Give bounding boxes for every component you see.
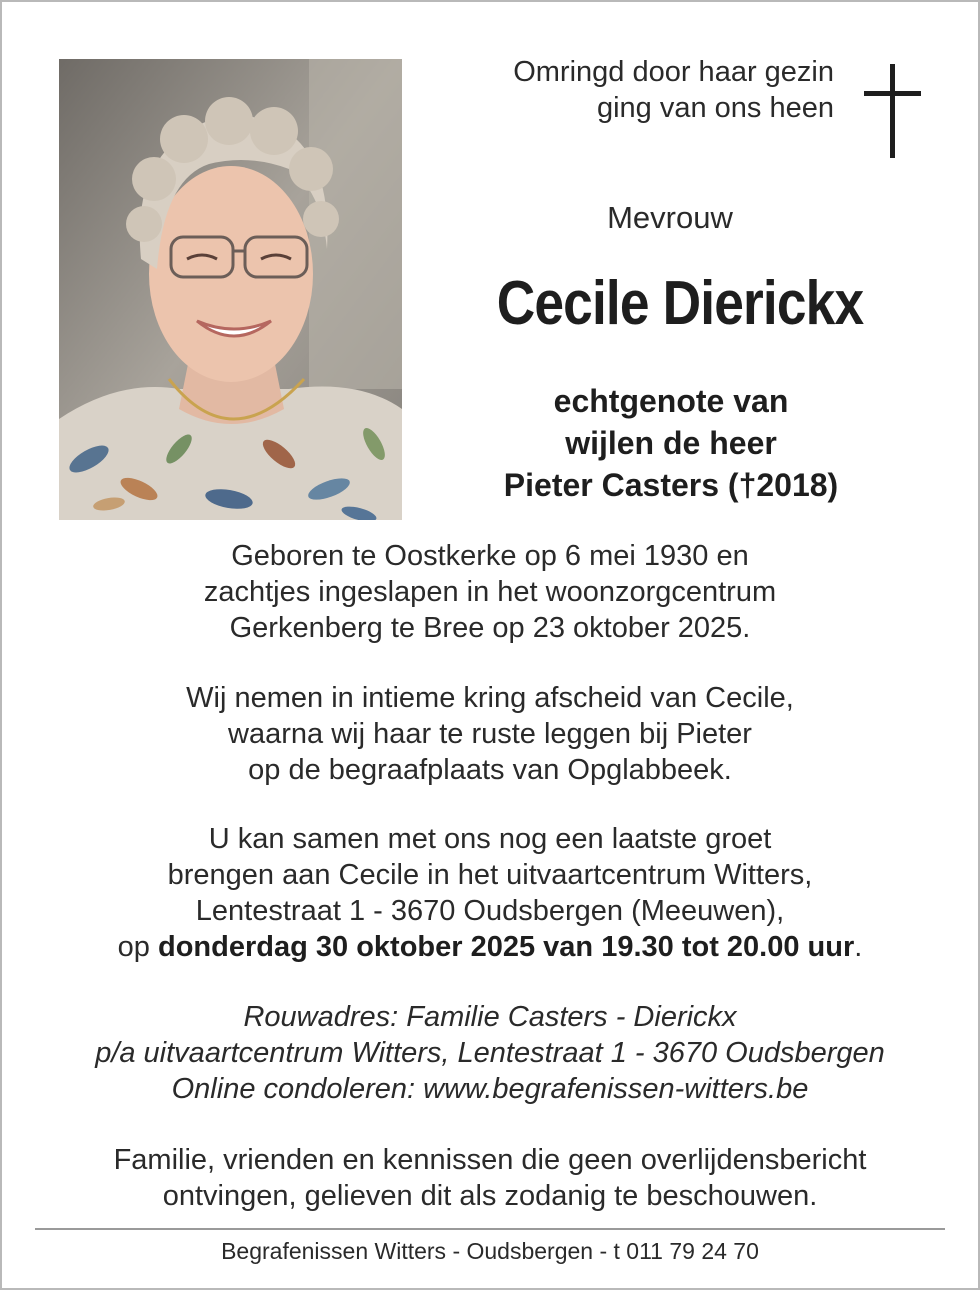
birth-line-2: zachtjes ingeslapen in het woonzorgcentrum bbox=[203, 576, 777, 608]
visitation-line-3: Lentestraat 1 - 3670 Oudsbergen (Meeuwen), bbox=[195, 895, 785, 927]
intro-line-2: ging van ons heen bbox=[596, 92, 834, 124]
address-paragraph bbox=[20, 999, 960, 1107]
intro-text bbox=[440, 54, 834, 126]
visitation-paragraph bbox=[20, 821, 960, 965]
birth-paragraph bbox=[20, 538, 960, 646]
footer-divider bbox=[35, 1228, 945, 1230]
visitation-line-1: U kan samen met ons nog een laatste groet bbox=[208, 823, 772, 855]
spouse-info bbox=[440, 380, 902, 506]
spouse-line-3: Pieter Casters (†2018) bbox=[503, 467, 839, 503]
address-line-1: Rouwadres: Familie Casters - Dierickx bbox=[243, 1001, 737, 1033]
farewell-line-1: Wij nemen in intieme kring afscheid van Cecile, bbox=[186, 682, 794, 714]
visitation-line-2: brengen aan Cecile in het uitvaartcentrum Witters, bbox=[167, 859, 813, 891]
visitation-suffix: . bbox=[854, 931, 863, 963]
condolence-link[interactable]: Online condoleren: www.begrafenissen-witters.be bbox=[171, 1073, 809, 1105]
notice-line-2: ontvingen, gelieven dit als zodanig te beschouwen. bbox=[162, 1180, 818, 1212]
farewell-line-3: op de begraafplaats van Opglabbeek. bbox=[248, 754, 732, 786]
visitation-datetime: donderdag 30 oktober 2025 van 19.30 tot 20.00 uur bbox=[158, 931, 855, 963]
honorific: Mevrouw bbox=[607, 200, 733, 235]
cross-icon bbox=[864, 64, 922, 160]
visitation-line-4 bbox=[20, 929, 960, 965]
notice-paragraph bbox=[20, 1142, 960, 1214]
address-line-2: p/a uitvaartcentrum Witters, Lentestraat 1 - 3670 Oudsbergen bbox=[95, 1037, 885, 1069]
farewell-line-2: waarna wij haar te ruste leggen bij Pieter bbox=[228, 718, 752, 750]
farewell-paragraph bbox=[20, 680, 960, 788]
intro-line-1: Omringd door haar gezin bbox=[513, 56, 834, 88]
spouse-line-2: wijlen de heer bbox=[565, 425, 777, 461]
notice-line-1: Familie, vrienden en kennissen die geen overlijdensbericht bbox=[113, 1144, 867, 1176]
visitation-prefix: op bbox=[117, 931, 150, 963]
footer-contact: Begrafenissen Witters - Oudsbergen - t 011 79 24 70 bbox=[221, 1238, 759, 1264]
portrait-illustration bbox=[59, 59, 402, 520]
deceased-name: Cecile Dierickx bbox=[496, 269, 864, 338]
portrait-photo bbox=[59, 59, 402, 520]
birth-line-3: Gerkenberg te Bree op 23 oktober 2025. bbox=[229, 612, 751, 644]
birth-line-1: Geboren te Oostkerke op 6 mei 1930 en bbox=[231, 540, 749, 572]
spouse-line-1: echtgenote van bbox=[553, 383, 789, 419]
